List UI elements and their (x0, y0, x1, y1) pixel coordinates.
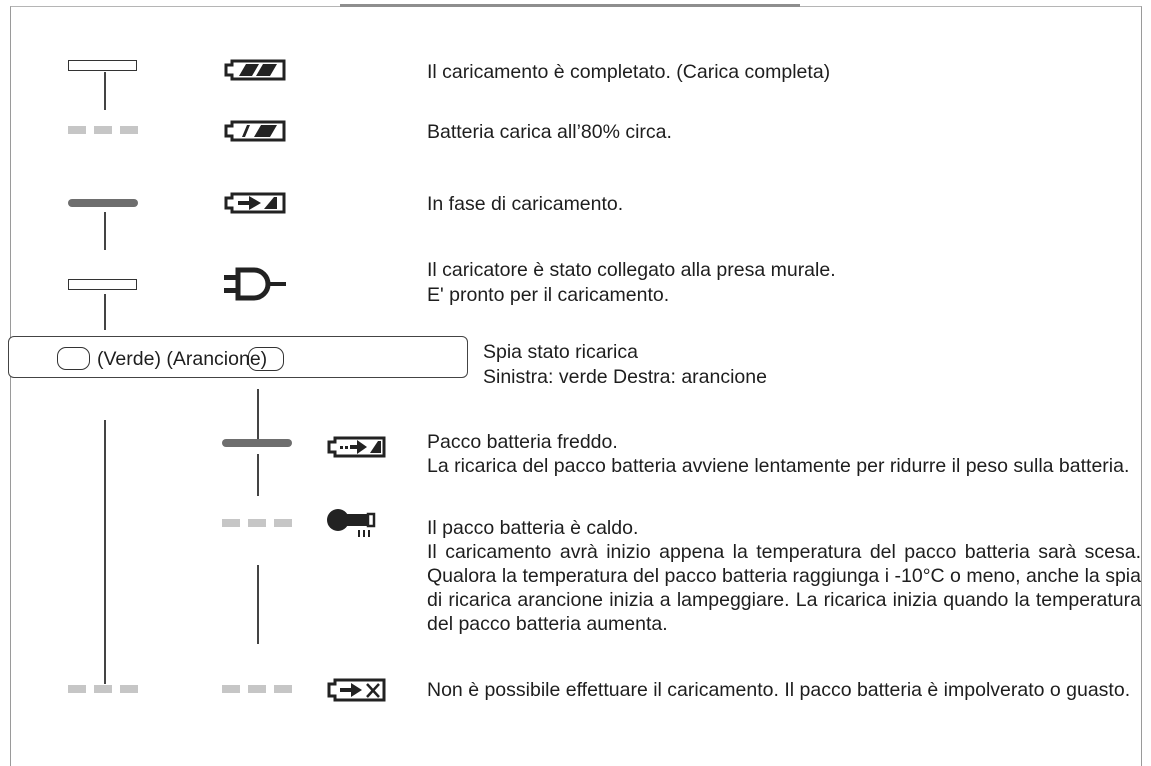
orange-connector-line (257, 565, 259, 644)
row-4-text-line-1: Il caricatore è stato collegato alla presa murale. (427, 259, 836, 281)
green-label: (Verde) (97, 348, 161, 370)
orange-connector-line (257, 454, 259, 496)
battery-error-icon (326, 676, 388, 704)
row-6-body: Il caricamento avrà inizio appena la temperatura del pacco batteria sarà scesa. Qualora la temperatura del pacco batteria raggiunga i -10°C o meno, anche la spia di ricarica arancione inizia a lampeggiare. La ricarica inizia quando la temperatura del pacco batteria aumenta. (427, 541, 1141, 635)
row-4-text-line-2: E' pronto per il caricamento. (427, 284, 670, 306)
orange-led-blinking-indicator (222, 685, 292, 693)
battery-charging-icon (222, 190, 288, 216)
row-3-text: In fase di caricamento. (427, 193, 624, 215)
green-connector-line (104, 420, 106, 684)
connector-line (104, 72, 106, 110)
orange-label: (Arancione) (166, 348, 268, 370)
status-lamp-title: Spia stato ricarica (483, 341, 638, 363)
orange-led-blinking-indicator (222, 519, 292, 527)
green-led-off-indicator (68, 279, 137, 290)
orange-connector-line (257, 389, 259, 439)
row-5-title: Pacco batteria freddo. (427, 431, 618, 453)
row-5-body: La ricarica del pacco batteria avviene lentamente per ridurre il peso sulla batteria. (427, 455, 1130, 477)
green-led-blinking-indicator (68, 685, 138, 693)
top-divider (340, 4, 800, 7)
row-6-title: Il pacco batteria è caldo. (427, 517, 639, 539)
status-lamp-subtitle: Sinistra: verde Destra: arancione (483, 366, 767, 388)
green-led-off-indicator (68, 60, 137, 71)
battery-full-icon (222, 57, 288, 83)
battery-cold-icon (326, 434, 388, 460)
row-2-text: Batteria carica all’80% circa. (427, 121, 672, 143)
green-led-blinking-indicator (68, 126, 138, 134)
lamp-labels (97, 347, 267, 371)
plug-icon (222, 266, 292, 302)
row-7-text: Non è possibile effettuare il caricamento. Il pacco batteria è impolverato o guasto. (427, 679, 1131, 701)
connector-line (104, 212, 106, 250)
thermometer-hot-icon (326, 503, 378, 543)
battery-80-icon (222, 118, 288, 144)
orange-led-on-indicator (222, 439, 292, 447)
row-1-text: Il caricamento è completato. (Carica completa) (427, 61, 831, 83)
green-led-on-indicator (68, 199, 138, 207)
green-lamp-outline (57, 347, 90, 370)
connector-line (104, 294, 106, 330)
